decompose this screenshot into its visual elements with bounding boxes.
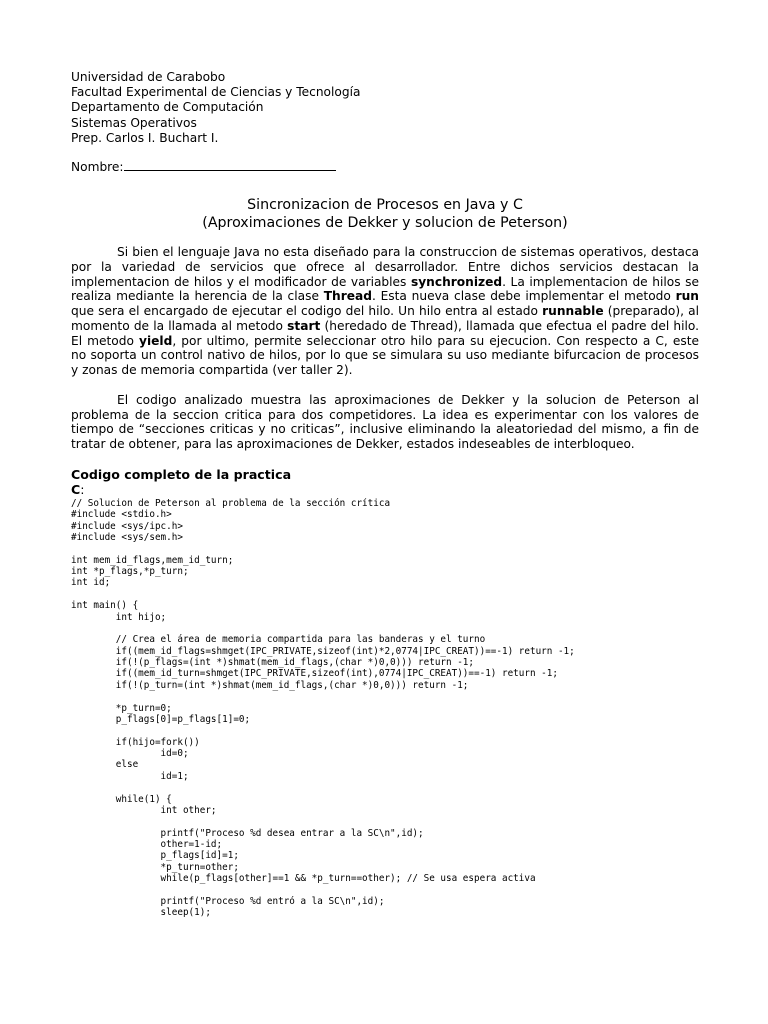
- name-label: Nombre:: [71, 160, 124, 175]
- name-field: [71, 159, 699, 175]
- text-run: (preparado), al momento de la llamada al metodo: [71, 304, 699, 333]
- intro-paragraph: [71, 245, 699, 378]
- code-listing: // Solucion de Peterson al problema de la sección crítica #include <stdio.h> #include <sys/ipc.h> #include <sys/sem.h> int mem_id_flags,mem_id_turn; int *p_flags,*p_turn; int id; int main() { int hijo; // Crea el área de memoria compartida para las banderas y el turno if((mem_id_flags=shmget(IPC_PRIVATE,sizeof(int)*2,0774|IPC_CREAT))==-1) return -1; if(!(p_flags=(int *)shmat(mem_id_flags,(char *)0,0))) return -1; if((mem_id_turn=shmget(IPC_PRIVATE,sizeof(int),0774|IPC_CREAT))==-1) return -1; if(!(p_turn=(int *)shmat(mem_id_flags,(char *)0,0))) return -1; *p_turn=0; p_flags[0]=p_flags[1]=0; if(hijo=fork()) id=0; else id=1; while(1) { int other; printf("Proceso %d desea entrar a la SC\n",id); other=1-id; p_flags[id]=1; *p_turn=other; while(p_flags[other]==1 && *p_turn==other); // Se usa espera activa printf("Proceso %d entró a la SC\n",id); sleep(1);: [71, 497, 575, 919]
- keyword-thread: Thread: [323, 289, 372, 304]
- text-run: que sera el encargado de ejecutar el codigo del hilo. Un hilo entra al estado: [71, 304, 543, 319]
- department-line: Departamento de Computación: [71, 100, 264, 115]
- university-line: Universidad de Carabobo: [71, 70, 226, 84]
- text-run: , por ultimo, permite seleccionar otro hilo para su ejecucion. Con respecto a C, este no soporta un control nativo de hilos, por lo que se simulara su uso mediante bifurcacion de procesos y zonas de memoria compartida (ver taller 2).: [71, 333, 699, 378]
- keyword-start: start: [287, 318, 321, 333]
- keyword-run: run: [675, 289, 699, 304]
- course-line: Sistemas Operativos: [71, 115, 197, 130]
- document-header: [71, 70, 699, 146]
- language-colon: :: [80, 481, 85, 497]
- keyword-runnable: runnable: [542, 304, 604, 319]
- language-name: C: [71, 481, 81, 497]
- document-page: [71, 70, 699, 919]
- faculty-line: Facultad Experimental de Ciencias y Tecnología: [71, 85, 361, 100]
- text-run: Si bien el lenguaje Java no esta diseñado para la construccion de sistemas operativos, destaca por la variedad de servicios que ofrece al desarrollador. Entre dichos servicios destacan la implementacion de hilos y el modificador de variables: [71, 245, 699, 289]
- text-run: . La implementacion de hilos se realiza mediante la herencia de la clase: [71, 274, 699, 304]
- keyword-yield: yield: [139, 333, 173, 348]
- section-title: Codigo completo de la practica: [71, 466, 292, 482]
- document-title: [71, 197, 699, 232]
- name-blank-line: [124, 159, 336, 171]
- language-label: [71, 483, 699, 496]
- instructor-line: Prep. Carlos I. Buchart I.: [71, 130, 219, 145]
- text-run: (heredado de Thread), llamada que efectua el padre del hilo. El metodo: [71, 318, 699, 348]
- title-line-1: Sincronizacion de Procesos en Java y C: [247, 197, 523, 214]
- code-description-paragraph: El codigo analizado muestra las aproximaciones de Dekker y la solucion de Peterson al problema de la seccion critica para dos competidores. La idea es experimentar con los valores de tiempo de “secciones criticas y no criticas”, inclusive eliminando la aleatoriedad del mismo, a fin de tratar de obtener, para las aproximaciones de Dekker, estados indeseables de interbloqueo.: [71, 392, 699, 452]
- text-run: . Esta nueva clase debe implementar el metodo: [371, 289, 676, 304]
- keyword-synchronized: synchronized: [410, 274, 503, 289]
- title-line-2: (Aproximaciones de Dekker y solucion de Peterson): [202, 214, 568, 231]
